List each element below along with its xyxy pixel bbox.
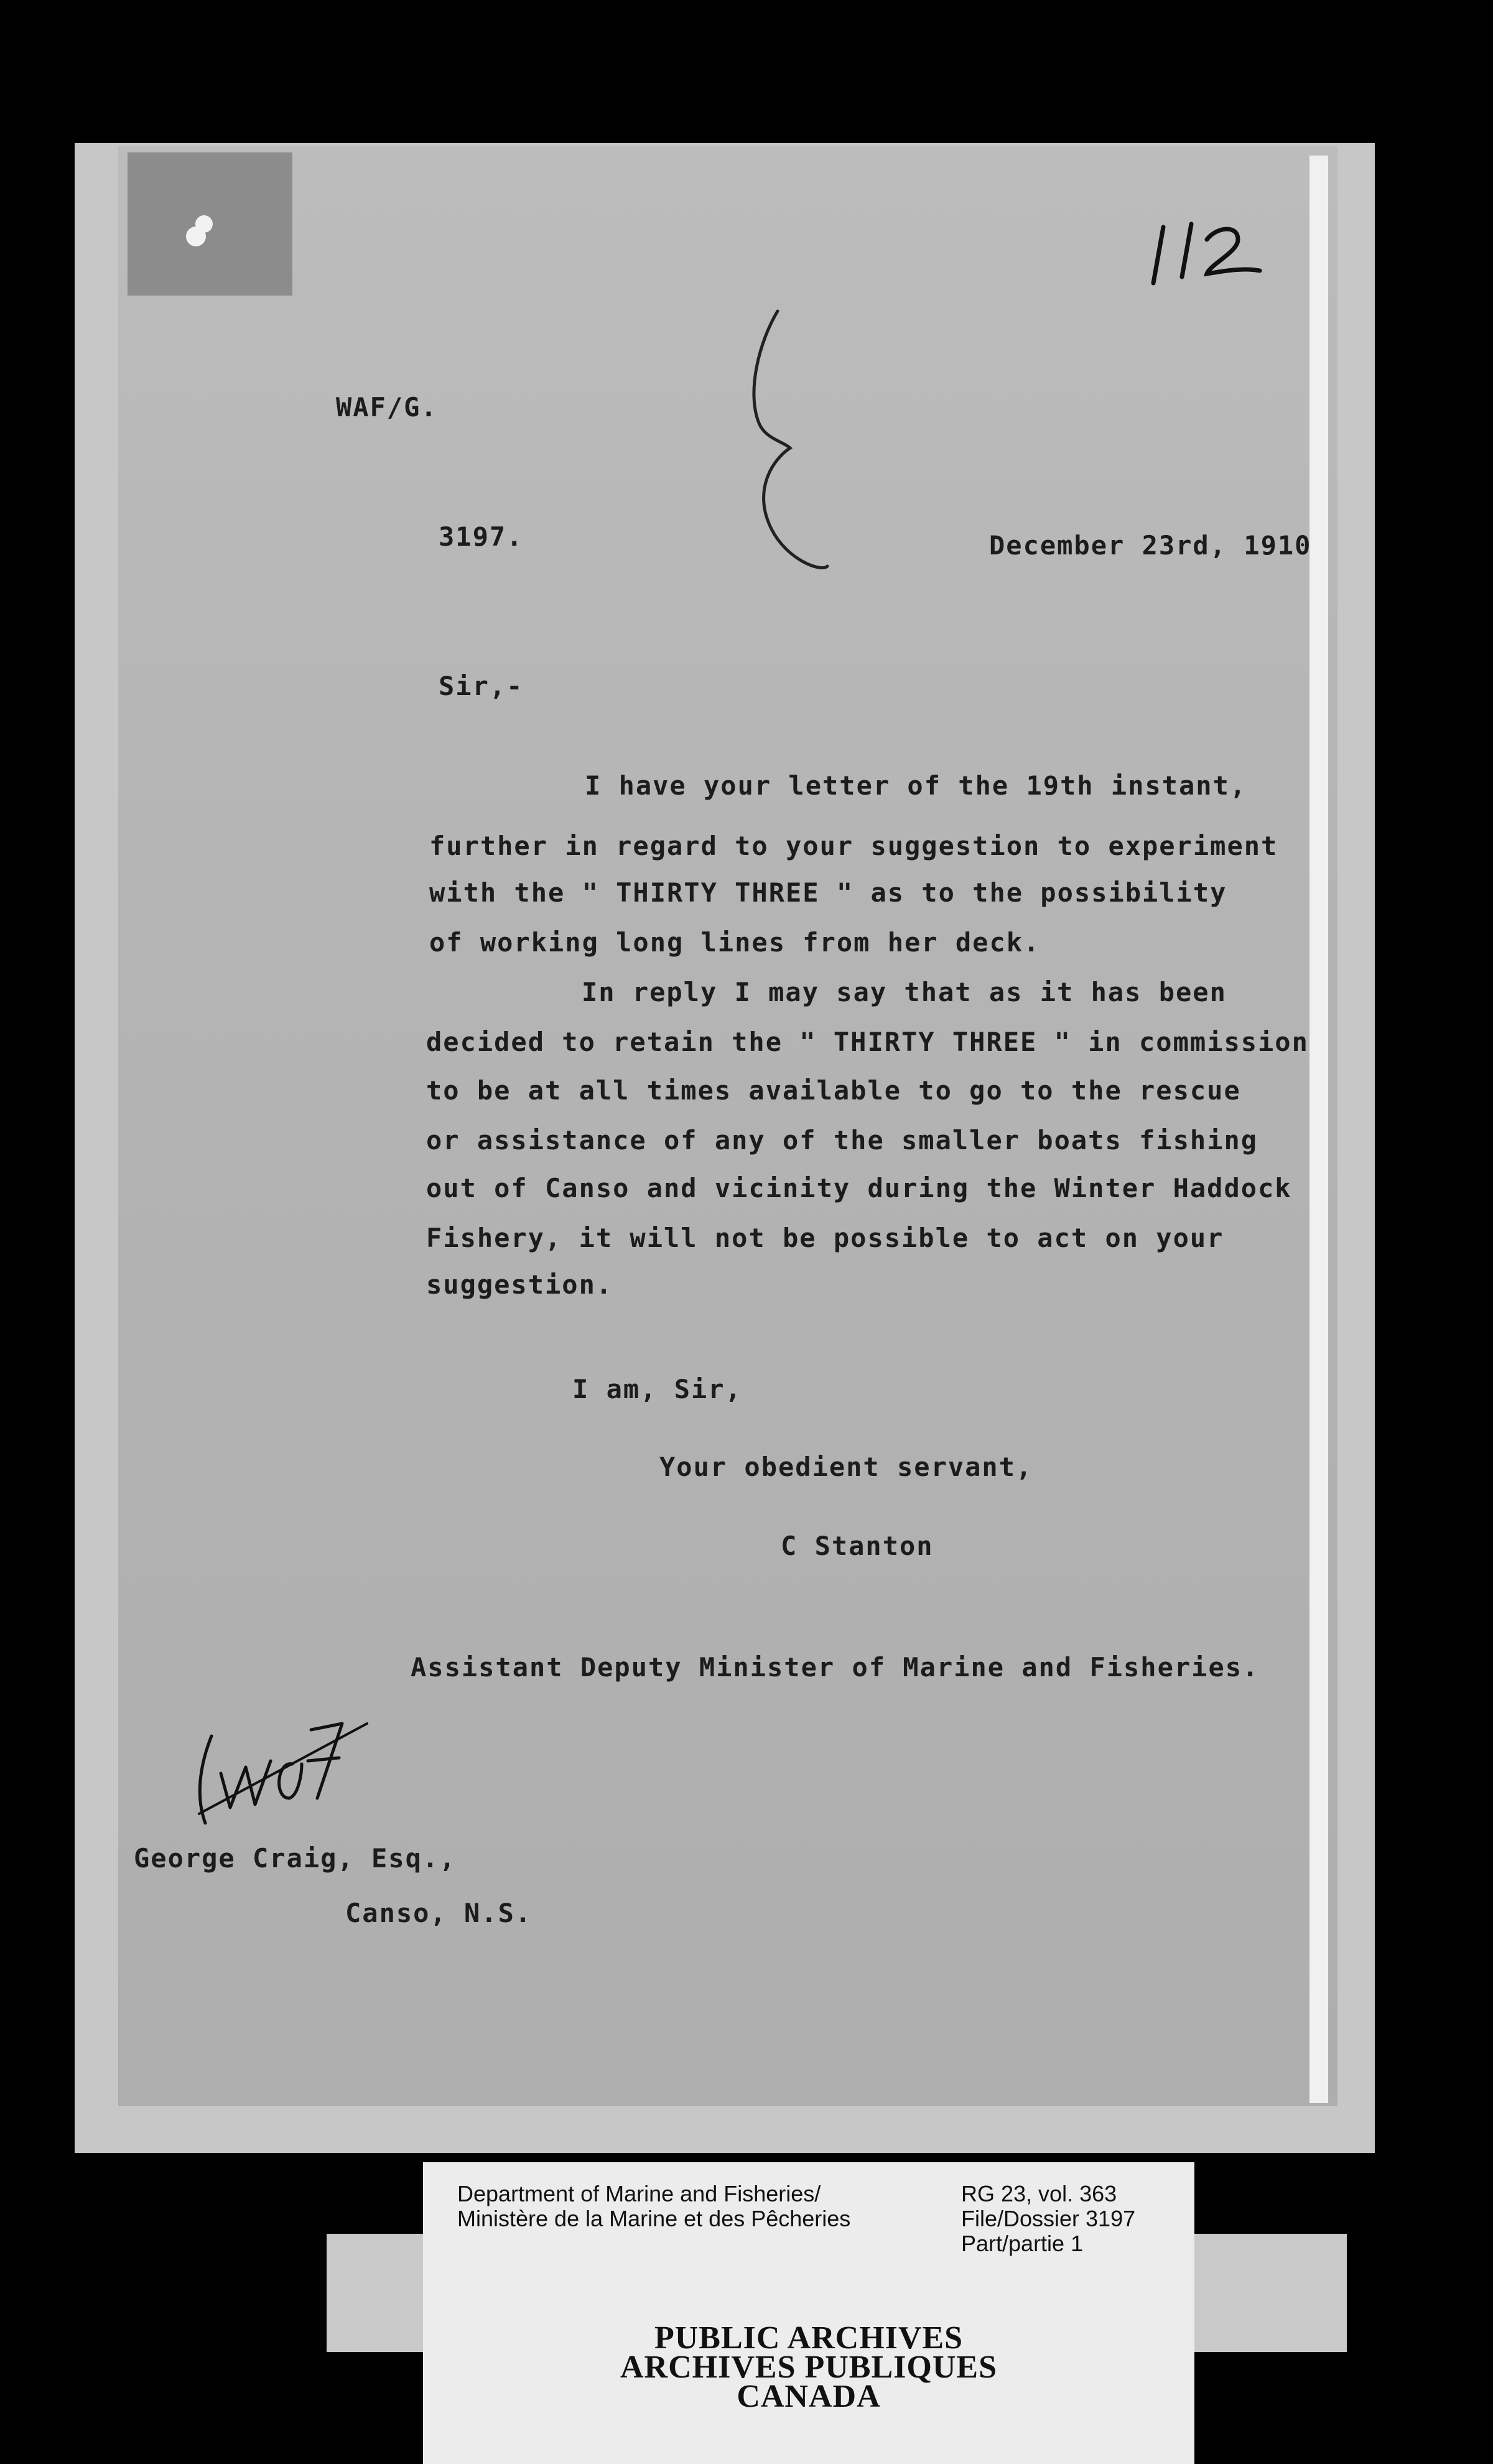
signatory: C Stanton xyxy=(781,1531,934,1561)
stamp-line-country: CANADA xyxy=(737,2379,881,2414)
archive-dept-fr: Ministère de la Marine et des Pêcheries xyxy=(457,2206,851,2231)
body-line: to be at all times available to go to the rescue xyxy=(426,1075,1241,1106)
closing-phrase: Your obedient servant, xyxy=(659,1452,1033,1482)
body-line: Fishery, it will not be possible to act on your xyxy=(426,1223,1224,1253)
handwritten-mark xyxy=(728,305,852,585)
recipient-place: Canso, N.S. xyxy=(345,1898,533,1928)
closing: I am, Sir, xyxy=(572,1374,742,1404)
file-number: 3197. xyxy=(439,521,524,552)
body-line: with the " THIRTY THREE " as to the possibility xyxy=(429,877,1227,908)
stamp-line-fr: ARCHIVES PUBLIQUES xyxy=(620,2350,998,2385)
body-line: of working long lines from her deck. xyxy=(429,927,1041,958)
archive-file: File/Dossier 3197 xyxy=(961,2206,1136,2231)
salutation: Sir,- xyxy=(439,671,524,701)
handwritten-page-number xyxy=(1145,215,1269,289)
body-line: further in regard to your suggestion to experiment xyxy=(429,831,1278,861)
body-line: or assistance of any of the smaller boats fishing xyxy=(426,1125,1258,1155)
body-line: decided to retain the " THIRTY THREE " in commission xyxy=(426,1027,1309,1057)
punch-hole-icon xyxy=(168,199,230,261)
archive-rg: RG 23, vol. 363 xyxy=(961,2181,1117,2206)
body-line: out of Canso and vicinity during the Winter Haddock xyxy=(426,1173,1292,1203)
sheet-edge xyxy=(1309,156,1328,2103)
handwritten-initials xyxy=(187,1680,373,1829)
archive-part: Part/partie 1 xyxy=(961,2231,1084,2256)
signatory-title: Assistant Deputy Minister of Marine and Fisheries. xyxy=(411,1652,1260,1682)
archive-dept-en: Department of Marine and Fisheries/ xyxy=(457,2181,821,2206)
body-line: suggestion. xyxy=(426,1269,613,1300)
reference-initials: WAF/G. xyxy=(336,392,438,422)
body-line: I have your letter of the 19th instant, xyxy=(585,770,1247,801)
body-line: In reply I may say that as it has been xyxy=(582,977,1227,1007)
stamp-line-en: PUBLIC ARCHIVES xyxy=(654,2320,964,2356)
recipient-name: George Craig, Esq., xyxy=(134,1843,457,1874)
letter-date: December 23rd, 1910 xyxy=(989,530,1312,561)
